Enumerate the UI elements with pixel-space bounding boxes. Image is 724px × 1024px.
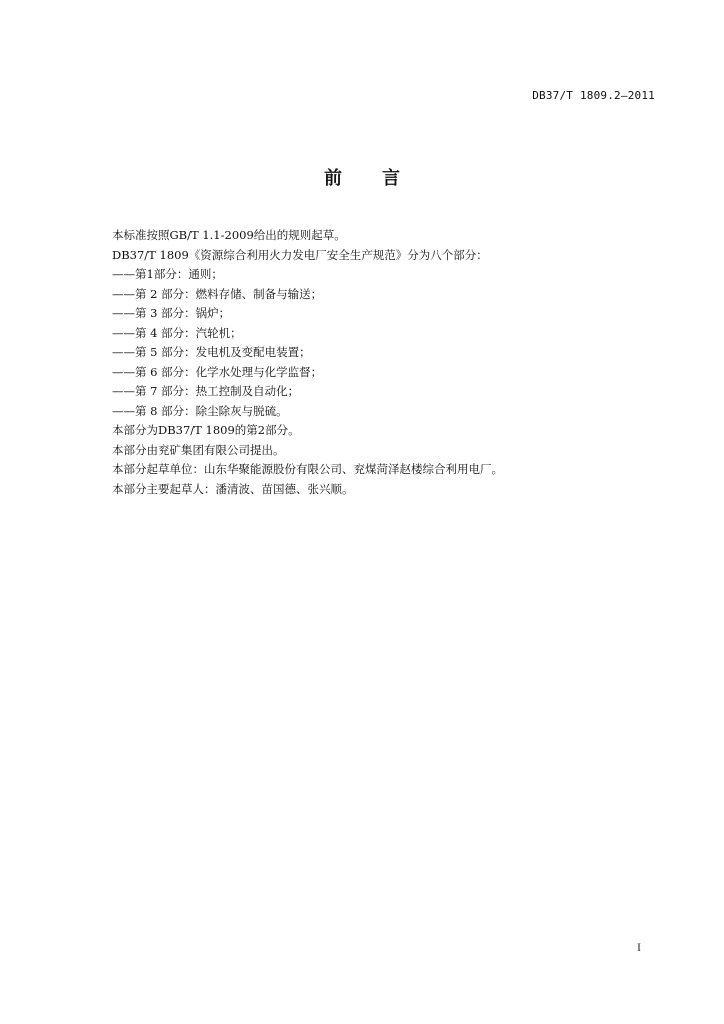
body-line: DB37/T 1809《资源综合利用火力发电厂安全生产规范》分为八个部分： — [112, 247, 488, 262]
body-line: 本部分为DB37/T 1809的第2部分。 — [112, 423, 300, 437]
foreword-body — [112, 226, 672, 499]
list-item: ——第 4 部分：汽轮机； — [112, 325, 242, 340]
body-line: 本标准按照GB/T 1.1-2009给出的规则起草。 — [112, 228, 346, 242]
page-number: I — [637, 940, 641, 954]
body-line: 本部分主要起草人：潘清波、苗国德、张兴顺。 — [112, 481, 354, 496]
list-item: ——第 6 部分：化学水处理与化学监督； — [112, 364, 323, 379]
body-line: 本部分由兖矿集团有限公司提出。 — [112, 442, 285, 457]
list-item: ——第 2 部分：燃料存储、制备与输送； — [112, 286, 323, 301]
list-item: ——第 8 部分：除尘除灰与脱硫。 — [112, 403, 288, 418]
list-item: ——第 7 部分：热工控制及自动化； — [112, 384, 300, 398]
list-item: ——第 5 部分：发电机及变配电装置； — [112, 345, 311, 359]
page-title: 前言 — [324, 168, 440, 189]
list-item: ——第1部分：通则； — [112, 267, 223, 281]
body-line: 本部分起草单位：山东华聚能源股份有限公司、兖煤菏泽赵楼综合利用电厂。 — [112, 462, 503, 476]
document-code: DB37/T 1809.2—2011 — [532, 89, 655, 102]
list-item: ——第 3 部分：锅炉； — [112, 306, 231, 320]
